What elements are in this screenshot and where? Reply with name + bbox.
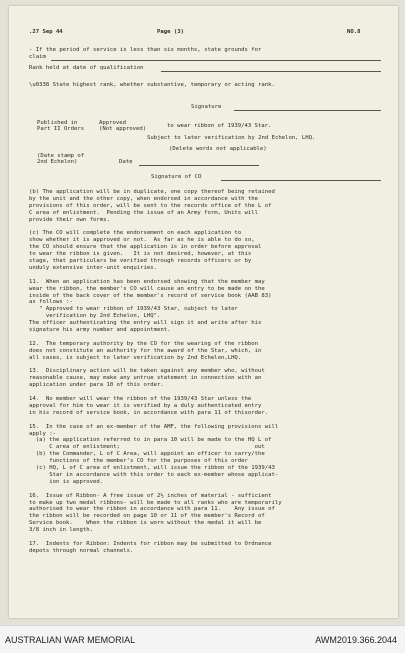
header-page: Page (3) [157,29,184,35]
wear-ribbon: to wear ribbon of 1939/43 Star. [167,123,272,129]
body-line: as follows :- [29,299,73,306]
body-line: reasonable cause, may make any untrue statement in connection with an [29,375,262,382]
body-line: functions of the member's CO for the purposes of this order [29,458,248,465]
form-state-rank: \u0338 State highest rank, whether substantive, temporary or acting rank. [29,82,275,88]
body-line: (b) The application will be in duplicate, one copy thereof being retained [29,189,275,195]
not-approved: (Not approved) [99,126,147,132]
dotted-rule [221,180,381,181]
body-line: in his record of service book, in accordance with para 11 of thisorder. [29,409,269,416]
body-line: stage, that particulars be verified through records officers or by [29,258,252,264]
dotted-rule [139,165,259,166]
body-line: (b) the Commander, L of C Area, will appoint an officer to carry/the [29,451,265,458]
body-line: (c) HQ, L of C area of enlistment, will issue the ribbon of the 1939/43 [29,465,275,471]
body-line: ion is approved. [29,478,104,485]
date-label: Date [119,159,133,165]
form-rank: Rank held at date of qualification [29,65,144,71]
body-line: signature his army number and appointment. [29,327,171,333]
form-line2: claim [29,54,46,60]
body-line: (c) The CO will complete the endorsement on each application to [29,230,242,237]
dotted-rule [161,71,381,72]
body-line: approval for him to wear it is verified by a duly authenticated entry [29,402,262,409]
dotted-rule [51,60,381,61]
body-line: Service book. When the ribbon is worn without the medal it will be [29,520,262,527]
body-line: the ribbon will be recorded on page 10 or 11 of the member's Record of [29,513,265,520]
body-line: unduly extensive inter-unit enquiries. [29,264,157,271]
body-line: The officer authenticating the entry will sign it and write after his [29,320,262,327]
body-line: 13. Disciplinary action will be taken against any member who, without [29,368,265,375]
date-stamp-2: 2nd Echelon) [37,159,78,165]
body-line: verification by 2nd Echelon, LHQ". [29,313,161,320]
signature-co: Signature of CO [151,174,202,180]
subject-verification: Subject to later verification by 2nd Echelon, LHQ. [147,135,316,141]
body-line: 16. Issue of Ribbon- A free issue of 2½ inches of material - sufficient [29,492,272,499]
body-line: 14. No member will wear the ribbon of the 1939/43 Star unless the [29,396,252,402]
body-line: to make up two medal ribbons- will be made to all ranks who are temporarily [29,499,282,506]
body-line: 15. In the case of an ex-member of the AMF, the following provisions will [29,423,279,430]
published-1: Published in [37,120,78,126]
body-line: all cases, is subject to later verification by 2nd Echelon,LHQ. [29,354,242,361]
body-line: 12. The temporary authority by the CO for the wearing of the ribbon [29,340,259,347]
body-line: by the unit and the other copy, when endorsed in accordance with the [29,195,259,202]
date-stamp-1: (Date stamp of [37,153,85,159]
body-line: inside of the back cover of the member's record of service book (AAB 83) [29,292,272,299]
body-line: C area of enlistment; out [29,444,265,451]
header-date: .27 Sep 44 [29,29,63,35]
body-line: depots through normal channels. [29,547,134,554]
body-line: show whether it is approved or not. As far as he is able to do so, [29,237,255,244]
footer-bar [0,625,405,653]
published-2: Part II Orders [37,126,85,132]
body-line: provide their own forms. [29,216,110,223]
body-line: provisions of this order, will be sent to the records office of the L of [29,202,272,209]
document-page [9,6,398,618]
approved: Approved [99,120,126,126]
body-line: 17. Indents for Ribbon: Indents for ribbon may be submitted to Ordnance [29,540,272,547]
body-line: to wear the ribbon is given. It is not desired, however, at this [29,251,252,258]
header-number: NO.8 [347,29,361,35]
dotted-rule [234,110,381,111]
body-line: 11. When an application has been endorsed showing that the member may [29,278,265,285]
form-line1-text: If the period of service is less than six months, state grounds for [35,47,262,53]
body-line: C area of enlistment. Pending the issue of an Army form, Units will [29,209,259,216]
body-line: authorised to wear the ribbon in accordance with para 11. Any issue of [29,506,275,513]
body-line: does not constitute an authority for the award of the Star, which, in [29,347,262,354]
footer-left: AUSTRALIAN WAR MEMORIAL [5,635,136,645]
body-line: application under para 10 of this order. [29,382,164,389]
body-line: " Approved to wear ribbon of 1939/43 Star, subject to later [29,306,238,313]
body-line: 3/8 inch in length. [29,527,93,534]
body-line: Star in accordance with this order to each ex-member whose applicat- [29,471,279,478]
footer-right: AWM2019.366.2044 [315,635,397,645]
body-line: wear the ribbon, the member's CO will cause an entry to be made on the [29,285,265,292]
form-line1: - If the period of service is less than six months, state grounds for [29,47,262,53]
delete-note: (Delete words not applicable) [169,146,267,152]
form-state-rank-text: State highest rank, whether substantive, temporary or acting rank. [52,82,275,88]
body-line: (a) the application referred to in para 10 will be made to the HQ L of [29,437,272,444]
body-line: the CO should ensure that the application is in order before approval [29,244,262,251]
body-line: apply :- [29,430,56,437]
form-signature: Signature [191,104,222,110]
